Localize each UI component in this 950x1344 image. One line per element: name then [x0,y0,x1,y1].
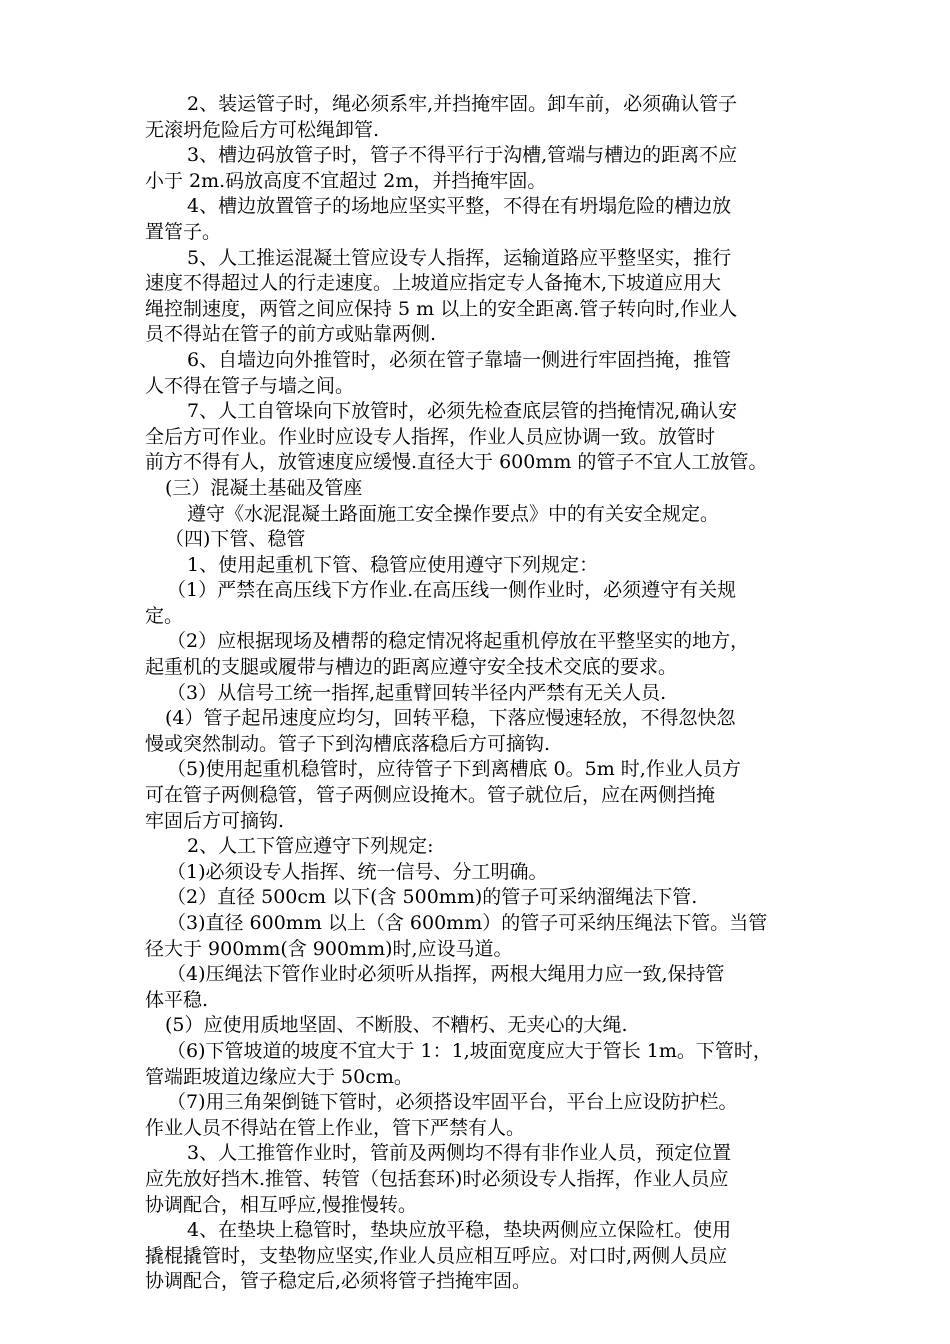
text-line: 人不得在管子与墙之间。 [145,374,355,397]
text-line: 1、使用起重机下管、稳管应使用遵守下列规定： [187,553,599,576]
text-line: 定。 [145,604,184,627]
text-line: 2、装运管子时，绳必须系牢,并挡掩牢固。卸车前，必须确认管子 [187,93,738,115]
text-line: （1)必须设专人指挥、统一信号、分工明确。 [167,860,548,883]
text-line: （3)直径 600mm 以上（含 600mm）的管子可采纳压绳法下管。当管 [167,912,768,934]
text-line: （2）应根据现场及槽帮的稳定情况将起重机停放在平整坚实的地方， [167,630,750,653]
text-line: （4)压绳法下管作业时必须听从指挥，两根大绳用力应一致,保持管 [167,963,725,986]
text-line: 6、自墙边向外推管时，必须在管子靠墙一侧进行牢固挡掩，推管 [187,348,732,371]
text-line: 绳控制速度，两管之间应保持 5 m 以上的安全距离.管子转向时,作业人 [145,297,738,320]
text-line: (三）混凝土基础及管座 [165,476,363,499]
text-line: 牢固后方可摘钩. [145,809,285,832]
text-line: 全后方可作业。作业时应设专人指挥，作业人员应协调一致。放管时 [145,425,716,448]
text-line: 员不得站在管子的前方或贴靠两侧. [145,323,437,346]
text-line: 4、在垫块上稳管时，垫块应放平稳，垫块两侧应立保险杠。使用 [187,1219,732,1242]
text-line: （四)下管、稳管 [165,528,306,551]
text-line: 置管子。 [145,220,222,243]
document-body [145,92,845,1295]
text-line: （2）直径 500cm 以下(含 500mm)的管子可采纳溜绳法下管. [167,886,698,909]
text-line: 协调配合，相互呼应,慢推慢转。 [145,1193,418,1216]
text-line: 协调配合，管子稳定后,必须将管子挡掩牢固。 [145,1270,532,1293]
text-line: 前方不得有人，放管速度应缓慢.直径大于 600mm 的管子不宜人工放管。 [145,451,768,474]
text-line: 无滚坍危险后方可松绳卸管. [145,118,380,141]
text-line: 3、人工推管作业时，管前及两侧均不得有非作业人员，预定位置 [187,1142,732,1165]
text-line: 慢或突然制动。管子下到沟槽底落稳后方可摘钩. [145,732,551,755]
text-line: (5）应使用质地坚固、不断股、不糟朽、无夹心的大绳. [165,1014,628,1037]
text-line: 撬棍撬管时，支垫物应坚实,作业人员应相互呼应。对口时,两侧人员应 [145,1244,728,1267]
text-line: 可在管子两侧稳管，管子两侧应设掩木。管子就位后，应在两侧挡掩 [145,784,716,807]
text-line: （1）严禁在高压线下方作业.在高压线一侧作业时，必须遵守有关规 [167,579,737,602]
text-line: 起重机的支腿或履带与槽边的距离应遵守安全技术交底的要求。 [145,656,678,679]
text-line: 应先放好挡木.推管、转管（包括套环)时必须设专人指挥，作业人员应 [145,1167,729,1190]
text-line: （7)用三角架倒链下管时，必须搭设牢固平台，平台上应设防护栏。 [167,1091,738,1114]
text-line: 速度不得超过人的行走速度。上坡道应指定专人备掩木,下坡道应用大 [145,272,722,295]
text-line: (4）管子起吊速度应均匀，回转平稳，下落应慢速轻放，不得忽快忽 [165,707,736,730]
text-line: 小于 2m.码放高度不宜超过 2m，并挡掩牢固。 [145,169,547,192]
text-line: 4、槽边放置管子的场地应坚实平整，不得在有坍塌危险的槽边放 [187,195,732,218]
text-line: 径大于 900mm(含 900mm)时,应设马道。 [145,937,513,960]
text-line: （3）从信号工统一指挥,起重臂回转半径内严禁有无关人员. [167,681,667,704]
text-line: 7、人工自管垛向下放管时，必须先检查底层管的挡掩情况,确认安 [187,400,738,423]
text-line: 作业人员不得站在管上作业，管下严禁有人。 [145,1116,526,1139]
text-line: 3、槽边码放管子时，管子不得平行于沟槽,管端与槽边的距离不应 [187,144,738,167]
text-line: （6)下管坡道的坡度不宜大于 1：1,坡面宽度应大于管长 1m。下管时， [167,1039,772,1062]
text-line: 5、人工推运混凝土管应设专人指挥，运输道路应平整坚实，推行 [187,246,732,269]
text-line: 体平稳. [145,988,209,1011]
text-line: 2、人工下管应遵守下列规定: [187,835,434,858]
text-line: 遵守《水泥混凝土路面施工安全操作要点》中的有关安全规定。 [187,502,720,525]
text-line: 管端距坡道边缘应大于 50cm。 [145,1065,413,1088]
text-line: （5)使用起重机稳管时，应待管子下到离槽底 0。5m 时,作业人员方 [167,758,741,781]
